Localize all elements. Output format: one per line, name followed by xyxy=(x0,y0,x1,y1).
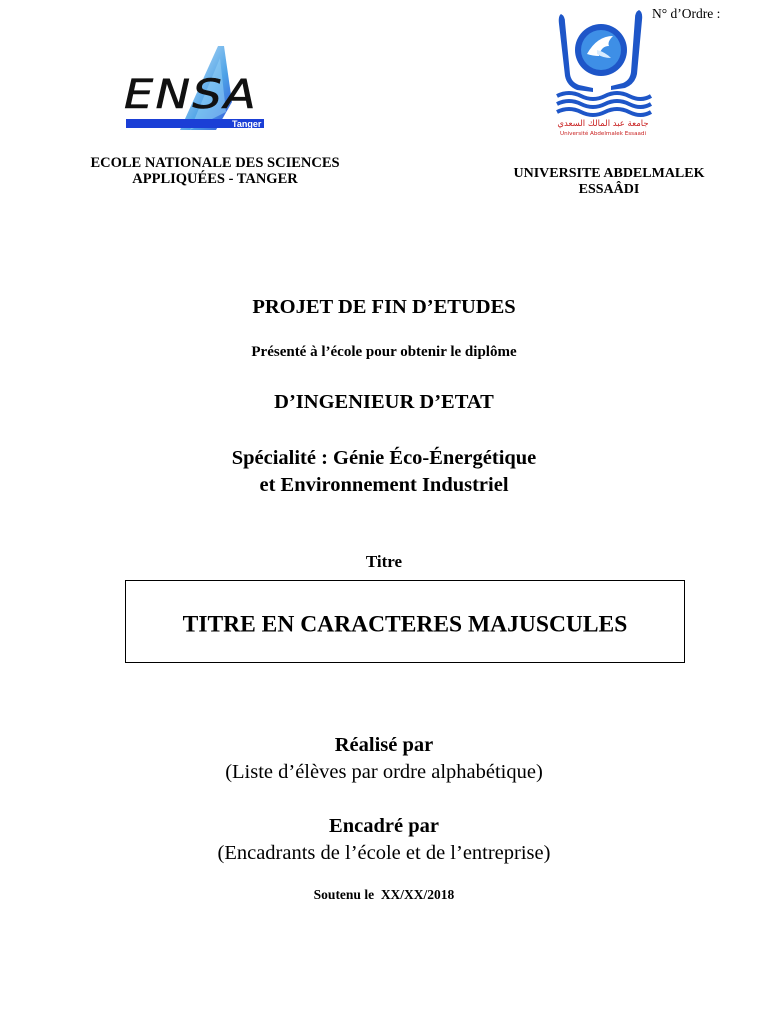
order-number-label: N° d’Ordre : xyxy=(652,6,721,21)
title-label: Titre xyxy=(365,552,403,571)
degree-title: D’INGENIEUR D’ETAT xyxy=(274,391,494,413)
university-name-line2: ESSAÂDI xyxy=(578,181,640,197)
university-logo-caption-arabic: جامعة عبد المالك السعدي xyxy=(557,119,649,129)
ensa-logo xyxy=(120,42,270,134)
supervised-by-label: Encadré par xyxy=(329,815,439,837)
presented-for-text: Présenté à l’école pour obtenir le diplôme xyxy=(251,344,517,360)
defense-date-value: XX/XX/2018 xyxy=(380,887,455,902)
realised-by-label: Réalisé par xyxy=(334,734,434,756)
title-box xyxy=(125,580,685,663)
defense-date-label: Soutenu le xyxy=(313,887,375,902)
university-name-line1: UNIVERSITE ABDELMALEK xyxy=(513,166,705,181)
university-name xyxy=(500,166,718,197)
ensa-logo-text: ENSA xyxy=(124,72,258,118)
speciality xyxy=(0,445,768,499)
supervisors-list: (Encadrants de l’école et de l’entreprise) xyxy=(217,842,551,864)
school-name-line2: APPLIQUÉES - TANGER xyxy=(132,171,298,187)
speciality-line2: et Environnement Industriel xyxy=(259,474,509,496)
school-name xyxy=(80,155,350,187)
speciality-line1: Spécialité : Génie Éco-Énergétique xyxy=(231,447,537,469)
thesis-title: TITRE EN CARACTERES MAJUSCULES xyxy=(182,611,628,638)
university-logo xyxy=(553,6,653,141)
students-list: (Liste d’élèves par ordre alphabétique) xyxy=(225,761,543,783)
ensa-logo-subtext: Tanger xyxy=(232,119,262,129)
defense-date xyxy=(0,887,768,903)
project-type: PROJET DE FIN D’ETUDES xyxy=(252,296,516,318)
university-logo-caption-latin: Université Abdelmalek Essaadi xyxy=(560,131,638,137)
school-name-line1: ECOLE NATIONALE DES SCIENCES xyxy=(90,155,340,171)
